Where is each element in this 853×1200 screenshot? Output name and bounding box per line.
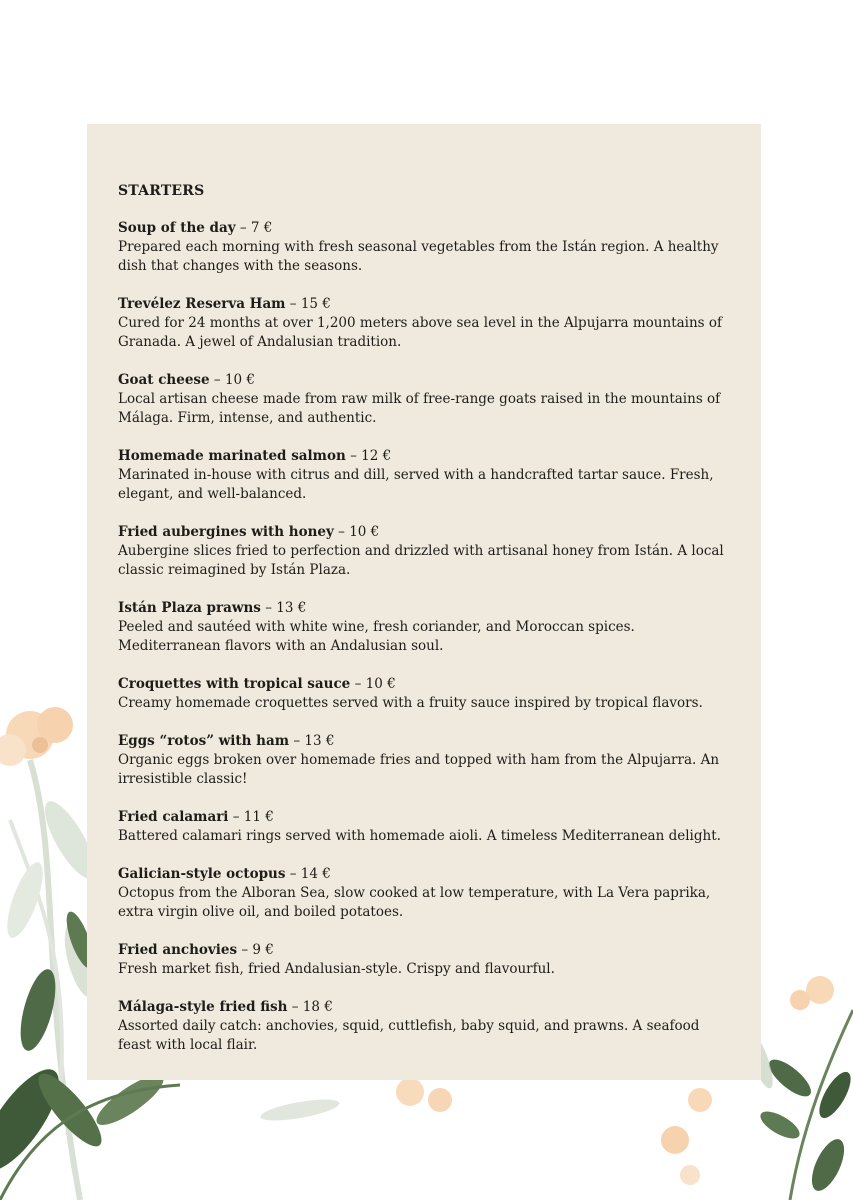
menu-item-header [118,808,733,827]
menu-item-header [118,447,733,466]
menu-item [118,675,733,713]
menu-item [118,295,733,352]
menu-item-price: – 10 € [213,372,256,388]
menu-item-name: Istán Plaza prawns [118,600,261,616]
menu-item-header [118,523,733,542]
menu-item [118,941,733,979]
flower-left [0,707,73,766]
menu-item-name: Goat cheese [118,372,210,388]
menu-item [118,808,733,846]
menu-item-price: – 10 € [338,524,380,540]
menu-item-header [118,371,733,390]
menu-item-header [118,732,733,751]
menu-item-name: Galician-style octopus [118,866,286,882]
menu-item-description: Marinated in-house with citrus and dill, served with a handcrafted tartar sauce. Fresh, elegant, and well-balanced. [118,467,714,502]
menu-item-price: – 13 € [293,733,335,749]
menu-item-name: Fried aubergines with honey [118,524,334,540]
menu-item-header [118,219,733,238]
menu-item-header [118,295,733,314]
menu-item-description: Peeled and sautéed with white wine, fresh coriander, and Moroccan spices. Mediterranean flavors with an Andalusian soul. [118,619,635,654]
menu-item [118,523,733,580]
menu-item [118,732,733,789]
menu-item-description: Cured for 24 months at over 1,200 meters above sea level in the Alpujarra mountains of Granada. A jewel of Andalusian tradition. [118,315,723,350]
section-title: STARTERS [118,183,205,199]
menu-item [118,998,733,1055]
flower-bottom-center [259,1078,452,1125]
menu-item [118,447,733,504]
menu-item-header [118,675,733,694]
menu-item-description: Local artisan cheese made from raw milk of free-range goats raised in the mountains of Málaga. Firm, intense, and authentic. [118,391,721,426]
menu-item-description: Creamy homemade croquettes served with a fruity sauce inspired by tropical flavors. [118,695,703,711]
menu-item-description: Assorted daily catch: anchovies, squid, cuttlefish, baby squid, and prawns. A seafood feast with local flair. [118,1018,700,1053]
menu-item-description: Battered calamari rings served with homemade aioli. A timeless Mediterranean delight. [118,828,721,844]
menu-item-price: – 12 € [350,448,392,464]
menu-item-price: – 13 € [265,600,307,616]
menu-item-price: – 7 € [239,220,273,236]
menu-item-header [118,998,733,1017]
menu-item-name: Soup of the day [118,220,236,236]
menu-item-description: Octopus from the Alboran Sea, slow cooked at low temperature, with La Vera paprika, extra virgin olive oil, and boiled potatoes. [118,885,711,920]
menu-item [118,599,733,656]
menu-item-name: Trevélez Reserva Ham [118,296,286,312]
menu-item-description: Organic eggs broken over homemade fries and topped with ham from the Alpujarra. An irresistible classic! [118,752,720,787]
menu-item-name: Homemade marinated salmon [118,448,346,464]
menu-item-header [118,599,733,618]
menu-item [118,219,733,276]
menu-item-name: Eggs “rotos” with ham [118,733,290,749]
menu-item-name: Málaga-style fried fish [118,999,288,1015]
menu-item-price: – 10 € [354,676,396,692]
menu-item-price: – 14 € [289,866,331,882]
menu-item [118,371,733,428]
menu-item-name: Fried calamari [118,809,229,825]
menu-item-description: Fresh market fish, fried Andalusian-style. Crispy and flavourful. [118,961,555,977]
menu-item-name: Fried anchovies [118,942,238,958]
menu-item-name: Croquettes with tropical sauce [118,676,351,692]
menu-item-list [118,219,733,1055]
menu-item-description: Prepared each morning with fresh seasonal vegetables from the Istán region. A healthy dish that changes with the seasons. [118,239,719,274]
menu-item [118,865,733,922]
menu-item-price: – 15 € [289,296,331,312]
menu-item-header [118,865,733,884]
menu-item-price: – 11 € [232,809,274,825]
menu-item-price: – 9 € [241,942,274,958]
menu-panel [87,124,761,1080]
menu-item-description: Aubergine slices fried to perfection and drizzled with artisanal honey from Istán. A local classic reimagined by Istán Plaza. [118,543,724,578]
menu-item-header [118,941,733,960]
menu-item-price: – 18 € [291,999,333,1015]
